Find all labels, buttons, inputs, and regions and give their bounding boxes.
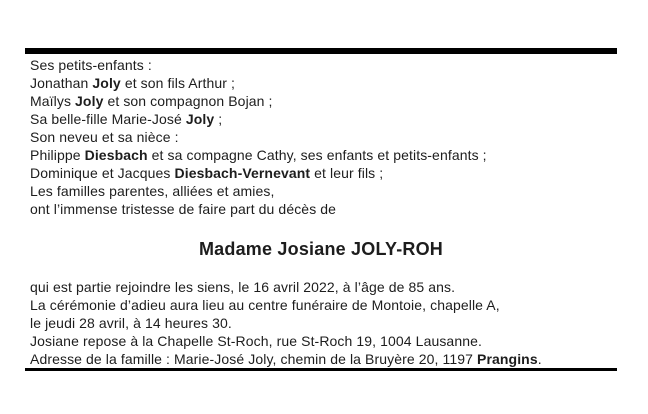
text-line: Maïlys Joly et son compagnon Bojan ; bbox=[30, 93, 273, 109]
text-line: Les familles parentes, alliées et amies, bbox=[30, 183, 275, 199]
text-line: Jonathan Joly et son fils Arthur ; bbox=[30, 75, 235, 91]
deceased-name-title: Madame Josiane JOLY-ROH bbox=[198, 239, 444, 259]
top-divider bbox=[25, 48, 617, 54]
text-line: Son neveu et sa nièce : bbox=[30, 129, 179, 145]
text-line: Dominique et Jacques Diesbach-Vernevant et leur fils ; bbox=[30, 165, 384, 181]
text-line: ont l’immense tristesse de faire part du décès de bbox=[30, 201, 337, 217]
text-line: le jeudi 28 avril, à 14 heures 30. bbox=[30, 315, 232, 331]
text-line: Sa belle-fille Marie-José Joly ; bbox=[30, 111, 223, 127]
text-line: Adresse de la famille : Marie-José Joly, chemin de la Bruyère 20, 1197 Prangins. bbox=[30, 351, 542, 367]
bottom-divider bbox=[25, 368, 617, 371]
text-line: Josiane repose à la Chapelle St-Roch, rue St-Roch 19, 1004 Lausanne. bbox=[30, 333, 482, 349]
family-list-paragraph bbox=[30, 56, 487, 218]
text-line: qui est partie rejoindre les siens, le 16 avril 2022, à l’âge de 85 ans. bbox=[30, 279, 456, 295]
funeral-details-paragraph bbox=[30, 278, 542, 368]
text-line: La cérémonie d’adieu aura lieu au centre funéraire de Montoie, chapelle A, bbox=[30, 297, 500, 313]
text-line: Ses petits-enfants : bbox=[30, 57, 152, 73]
text-line: Philippe Diesbach et sa compagne Cathy, ses enfants et petits-enfants ; bbox=[30, 147, 487, 163]
